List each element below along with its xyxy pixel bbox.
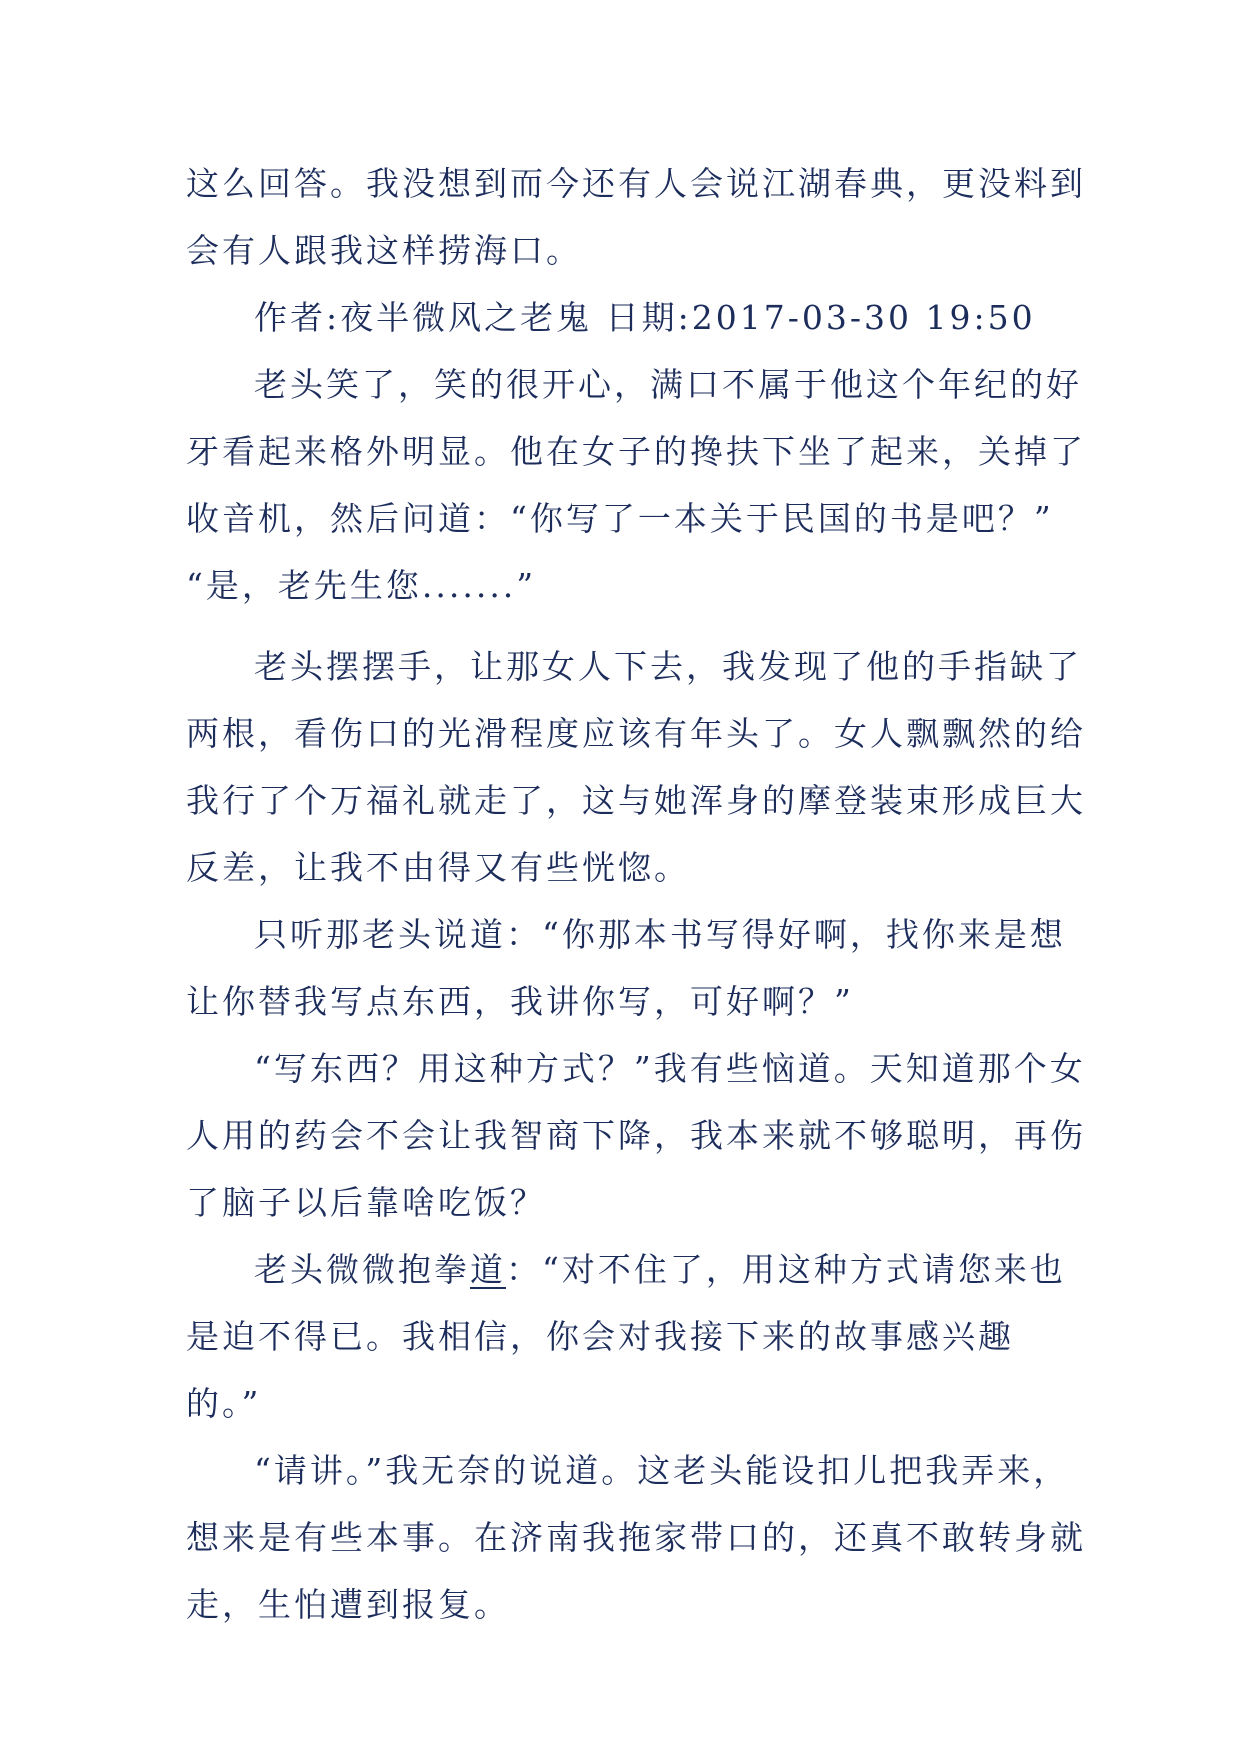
paragraph-old-man-request: 只听那老头说道：“你那本书写得好啊，找你来是想让你替我写点东西，我讲你写，可好啊？”: [186, 915, 1066, 1021]
document-body: [186, 150, 1086, 1638]
paragraph-old-man-laughs: 老头笑了，笑的很开心，满口不属于他这个年纪的好牙看起来格外明显。他在女子的搀扶下坐了起来，关掉了收音机，然后问道：“你写了一本关于民国的书是吧？” “是，老先生您.......”: [186, 365, 1086, 605]
paragraph-continuation: 这么回答。我没想到而今还有人会说江湖春典，更没料到会有人跟我这样捞海口。: [186, 164, 1086, 270]
underlined-word: 道: [470, 1250, 506, 1289]
paragraph-narrator-annoyed: “写东西？用这种方式？”我有些恼道。天知道那个女人用的药会不会让我智商下降，我本来就不够聪明，再伤了脑子以后靠啥吃饭？: [186, 1049, 1086, 1222]
paragraph-old-man-apology: [186, 1236, 1086, 1437]
apology-text-before: 老头微微抱拳: [254, 1250, 470, 1289]
paragraph-please-speak: [186, 1437, 1086, 1638]
please-speak-line-2: 想来是有些本事。在济南我拖家带口的，还真不敢转身就走，生怕遭到报复。: [186, 1518, 1086, 1624]
author-date-line: 作者:夜半微风之老鬼 日期:2017-03-30 19:50: [254, 298, 1036, 337]
please-speak-line-1: “请讲。”我无奈的说道。这老头能设扣儿把我弄来，: [254, 1451, 1070, 1490]
apology-text-after: ：“对不住了，用这种方式请您来也是迫不得已。我相信，你会对我接下来的故事感兴趣的。”: [186, 1250, 1066, 1423]
paragraph-woman-leaves: 老头摆摆手，让那女人下去，我发现了他的手指缺了两根，看伤口的光滑程度应该有年头了。女人飘飘然的给我行了个万福礼就走了，这与她浑身的摩登装束形成巨大反差，让我不由得又有些恍惚。: [186, 647, 1086, 887]
